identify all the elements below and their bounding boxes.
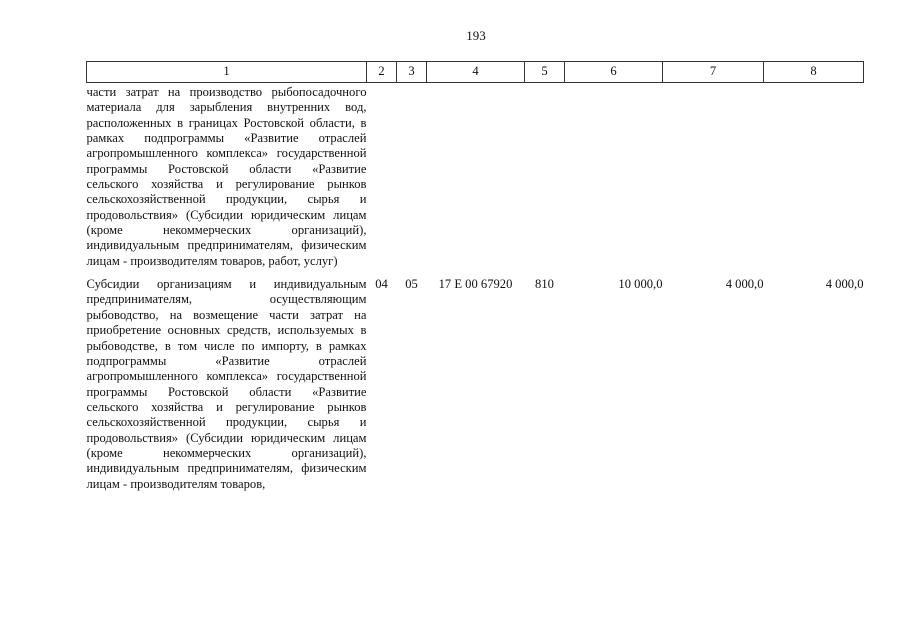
table-row	[87, 277, 864, 492]
header-col-1: 1	[87, 62, 367, 83]
row-amount-3	[764, 83, 864, 278]
header-col-2: 2	[367, 62, 397, 83]
row-section: 04	[375, 277, 388, 292]
row-amount-2: 4 000,0	[725, 277, 764, 292]
header-col-7: 7	[663, 62, 764, 83]
row-subsection: 05	[405, 277, 418, 292]
header-col-6: 6	[565, 62, 663, 83]
row-target-article: 17 Е 00 67920	[438, 277, 513, 292]
table-row	[87, 83, 864, 278]
row-expense-type	[525, 83, 565, 278]
header-col-8: 8	[764, 62, 864, 83]
row-amount-1	[565, 83, 663, 278]
row-amount-3: 4 000,0	[825, 277, 864, 292]
row-section	[367, 83, 397, 278]
row-description: Субсидии организациям и индивидуальным предпринимателям, осуществляющим рыбоводство, на возмещение части затрат на приобретение основных средств, используемых в рыбоводстве, в том числе по импорту, в рамках подпрограммы «Развитие отраслей агропромышленного комплекса» государственной программы Ростовской области «Развитие сельского хозяйства и регулирование рынков сельскохозяйственной продукции, сырья и продовольствия» (Субсидии юридическим лицам (кроме некоммерческих организаций), индивидуальным предпринимателям, физическим лицам - производителям товаров,	[86, 277, 367, 491]
row-subsection	[397, 83, 427, 278]
budget-table	[86, 61, 864, 492]
row-target-article	[427, 83, 525, 278]
row-amount-1: 10 000,0	[618, 277, 663, 292]
row-expense-type: 810	[535, 277, 554, 292]
row-amount-2	[663, 83, 764, 278]
header-col-4: 4	[427, 62, 525, 83]
header-col-5: 5	[525, 62, 565, 83]
header-row	[87, 62, 864, 83]
header-col-3: 3	[397, 62, 427, 83]
row-description: части затрат на производство рыбопосадочного материала для зарыбления внутренних вод, расположенных в границах Ростовской области, в рамках подпрограммы «Развитие отраслей агропромышленного комплекса» государственной программы Ростовской области «Развитие сельского хозяйства и регулирование рынков сельскохозяйственной продукции, сырья и продовольствия» (Субсидии юридическим лицам (кроме некоммерческих организаций), индивидуальным предпринимателям, физическим лицам - производителям товаров, работ, услуг)	[86, 85, 367, 268]
page-number: 193	[466, 28, 486, 43]
